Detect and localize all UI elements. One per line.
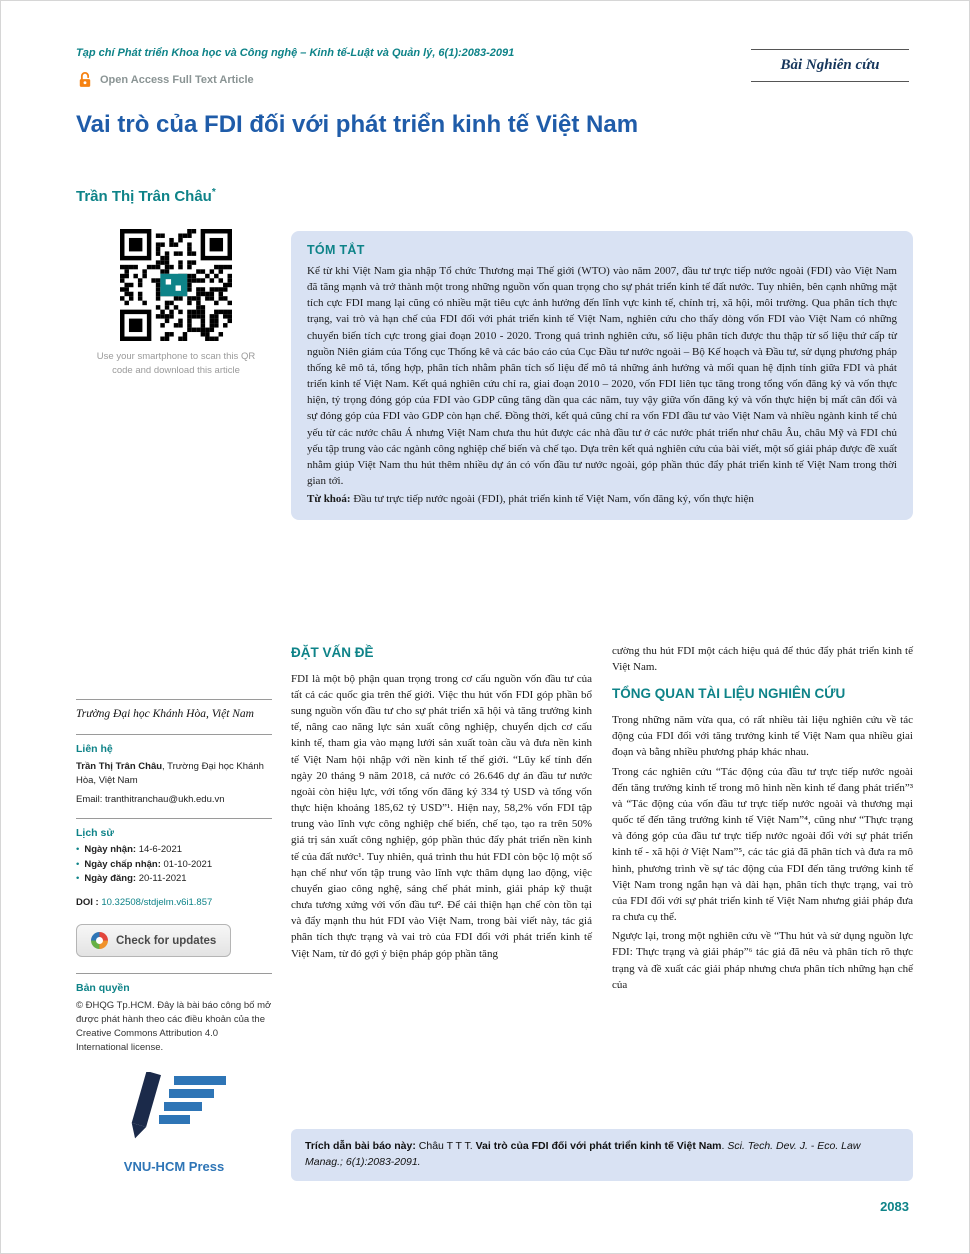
keywords-list: Đầu tư trực tiếp nước ngoài (FDI), phát triển kinh tế Việt Nam, vốn đăng ký, vốn thực hiện [350,493,754,506]
right-column [612,643,913,996]
history-item-published: • Ngày đăng: 20-11-2021 [76,873,187,885]
corresponding-author-mark: * [211,187,216,198]
section-heading-tong-quan: TỔNG QUAN TÀI LIỆU NGHIÊN CỨU [612,686,846,702]
contact-affiliation: , Trường Đại học Khánh Hòa, Việt Nam [76,761,264,786]
doi-line [76,896,272,910]
body-paragraph-continuation: cường thu hút FDI một cách hiệu quả để thúc đẩy phát triển kinh tế Việt Nam. [612,645,913,674]
left-column [291,643,592,996]
divider [76,734,272,735]
history-heading: Lịch sử [76,827,114,840]
check-for-updates-button[interactable] [76,924,231,957]
open-access-lock-icon [76,71,94,89]
history-item-received: • Ngày nhận: 14-6-2021 [76,844,183,856]
body-paragraph: Trong các nghiên cứu “Tác động của đầu tư trực tiếp nước ngoài đến tăng trưởng kinh tế trong mô hình nền kinh tế đang phát triển”³ và “Tác động của vốn đầu tư trực tiếp nước ngoài và thương mại quốc tế đến tăng trưởng kinh tế Việt Nam”⁴, cũng như “Thực trạng và đóng góp của đầu tư trực tiếp nước ngoài đối với sự phát triển kinh tế - xã hội ở Việt Nam”⁵, các tác giả đã phân tích và đưa ra mô hình, phương trình về sự tác động của FDI đến tăng trưởng kinh tế Việt Nam trong ngắn hạn và dài hạn, phân tích thực trạng, vai trò của FDI đối với sự phát triển kinh tế Việt Nam nhưng giải pháp đưa ra chưa cụ thể. [612,765,913,924]
open-access-row [76,71,254,89]
press-logo-icon [114,1072,234,1150]
body-paragraph: Ngược lại, trong một nghiên cứu về “Thu hút và sử dụng nguồn lực FDI: Thực trạng và giải pháp”⁶ tác giả đã nêu và phân tích rõ thực trạng và đề xuất các giải pháp nhưng chưa phân tích những hạn chế của [612,930,913,991]
abstract-heading: TÓM TẮT [307,243,365,257]
copyright-heading: Bản quyền [76,982,130,995]
citation-authors: Châu T T T. [418,1140,476,1152]
divider [76,973,272,974]
bullet-icon: • [76,858,80,870]
bullet-icon: • [76,873,80,885]
contact-heading: Liên hệ [76,743,113,755]
qr-caption: Use your smartphone to scan this QR code and download this article [96,351,256,376]
citation-title: Vai trò của FDI đối với phát triển kinh tế Việt Nam [475,1140,722,1152]
citation-journal: Sci. Tech. Dev. J. - Eco. Law Manag.; 6(1):2083-2091. [305,1140,861,1168]
open-access-label: Open Access Full Text Article [100,74,254,86]
citation-box [291,1129,913,1181]
bullet-icon: • [76,844,80,856]
abstract-section [291,231,913,520]
article-type-badge: Bài Nghiên cứu [751,49,909,82]
author-name: Trần Thị Trân Châu [76,188,212,205]
contact-name: Trần Thị Trân Châu [76,761,163,772]
vnu-hcm-press-logo [76,1070,272,1174]
divider [76,699,272,700]
article-title: Vai trò của FDI đối với phát triển kinh tế Việt Nam [76,111,639,138]
email-link[interactable]: tranthitranchau@ukh.edu.vn [105,793,225,805]
qr-block [86,229,266,378]
divider [76,818,272,819]
qr-code [120,229,232,341]
author-affiliation: Trường Đại học Khánh Hòa, Việt Nam [76,708,254,720]
keywords-label: Từ khoá: [307,493,351,506]
sidebar [76,699,272,1174]
press-name: VNU-HCM Press [123,1159,225,1175]
body-paragraph-intro: FDI là một bộ phận quan trọng trong cơ cấu nguồn vốn đầu tư của tất cả các quốc gia trên thế giới. Việc thu hút vốn FDI góp phần bổ sung nguồn vốn đầu tư cho sự phát triển xã hội và tăng trưởng kinh tế, nâng cao năng lực sản xuất công nghiệp, chuyển dịch cơ cấu kinh tế, tham gia vào mạng lưới sản xuất toàn cầu và đưa nền kinh tế Việt Nam hội nhập với nền kinh tế thế giới. “Lũy kế tính đến ngày 20 tháng 9 năm 2018, cả nước có 26.646 dự án đầu tư nước ngoài còn hiệu lực, với tổng vốn đăng ký 334 tỷ USD và tổng vốn thực hiện khoảng 185,62 tỷ USD”¹. Hiện nay, 58,2% vốn FDI tập trung vào lĩnh vực công nghiệp chế biến, chế tạo, tạo ra trên 50% giá trị sản xuất công nghiệp, góp phần thúc đẩy phát triển nền kinh tế của đất nước¹. Tuy nhiên, quá trình thu hút FDI còn bộc lộ một số hạn chế như vốn tập trung vào lĩnh vực thâm dụng lao động, việc chuyển giao công nghệ, sáng chế phát minh, giải pháp kỹ thuật chưa tương xứng với vốn đầu tư². Để cải thiện hạn chế còn tồn tại và đẩy mạnh thu hút FDI vào Việt Nam, trong bài viết này, tác giả phân tích thực trạng và vai trò của FDI đối với phát triển kinh tế Việt Nam, từ đó gợi ý biện pháp góp phần tăng [291,672,592,960]
contact-email-line [76,793,272,807]
section-heading-dat-van-de: ĐẶT VẤN ĐỀ [291,645,374,660]
body-columns [291,643,913,996]
copyright-text: © ĐHQG Tp.HCM. Đây là bài báo công bố mở được phát hành theo các điều khoản của the Creative Commons Attribution 4.0 International license. [76,1000,272,1053]
doi-link[interactable]: 10.32508/stdjelm.v6i1.857 [101,897,213,909]
check-for-updates-label: Check for updates [116,934,217,947]
email-label: Email: [76,793,106,805]
abstract-keywords [307,491,897,507]
doi-label: DOI : [76,897,99,909]
body-paragraph: Trong những năm vừa qua, có rất nhiều tài liệu nghiên cứu về tác động của FDI đối với tăng trưởng kinh tế Việt Nam qua nhiều giai đoạn và bằng nhiều phương pháp khác nhau. [612,714,913,759]
history-item-accepted: • Ngày chấp nhận: 01-10-2021 [76,858,213,870]
contact-info [76,760,272,788]
citation-label: Trích dẫn bài báo này: [305,1140,419,1152]
abstract-text: Kể từ khi Việt Nam gia nhập Tổ chức Thương mại Thế giới (WTO) vào năm 2007, đầu tư trực tiếp nước ngoài (FDI) vào Việt Nam đã tăng mạnh và trở thành một trong những nguồn vốn quan trọng cho sự phát triển kinh tế đất nước. Tuy nhiên, bên cạnh những mặt tích cực FDI mang lại cũng có nhiều mặt tiêu cực ảnh hưởng đến lĩnh vực kinh tế, chính trị, xã hội, môi trường. Qua phân tích thực trạng, vai trò và hạn chế của FDI đối với phát triển kinh tế Việt Nam, nghiên cứu cho thấy dòng vốn FDI vào Việt Nam có những chuyển biến tích cực trong giai đoạn 2010 - 2020. Trong quá trình nghiên cứu, số liệu phân tích được thu thập từ số liệu thứ cấp từ nguồn Niên giám của Tổng cục Thống kê và các báo cáo của Cục Đầu tư nước ngoài – Bộ Kế hoạch và Đầu tư, sử dụng phương pháp thống kê mô tả, tổng hợp, phân tích nhằm phân tích số liệu để mô tả những ảnh hưởng và mối quan hệ định tính giữa FDI và phát triển kinh tế Việt Nam. Kết quả nghiên cứu chỉ ra, giai đoạn 2010 – 2020, vốn FDI liên tục tăng trong tổng vốn đăng ký và vốn thực hiện, tỷ trọng đóng góp của FDI vào GDP cũng tăng dần qua các năm, tuy vậy giữa vốn đăng ký và vốn thực hiện bị mất cân đối và sự đóng góp của FDI vào GDP còn hạn chế. Đồng thời, kết quả cũng chỉ ra vốn FDI đầu tư vào Việt Nam và nhiều ngành kinh tế chủ yếu từ các nước châu Á nhưng Việt Nam chưa thu hút được các nhà đầu tư ở các nước phát triển như châu Âu, châu Mỹ và FDI chủ yếu tập trung vào các ngành công nghiệp chế biến và chế tạo. Dựa trên kết quả nghiên cứu của bài viết, một số giải pháp được đề xuất nhằm giúp Việt Nam thu hút thêm nhiều dự án có vốn đầu tư nước ngoài, góp phần thúc đẩy phát triển kinh tế Việt Nam trong thời gian tới. [307,265,898,488]
journal-header-line: Tạp chí Phát triển Khoa học và Công nghệ – Kinh tế-Luật và Quản lý, 6(1):2083-2091 [76,47,515,59]
page-number: 2083 [880,1199,909,1214]
citation-separator: . [721,1140,728,1152]
crossmark-icon [91,932,108,949]
author-line [76,187,216,205]
article-history-list [76,844,272,884]
